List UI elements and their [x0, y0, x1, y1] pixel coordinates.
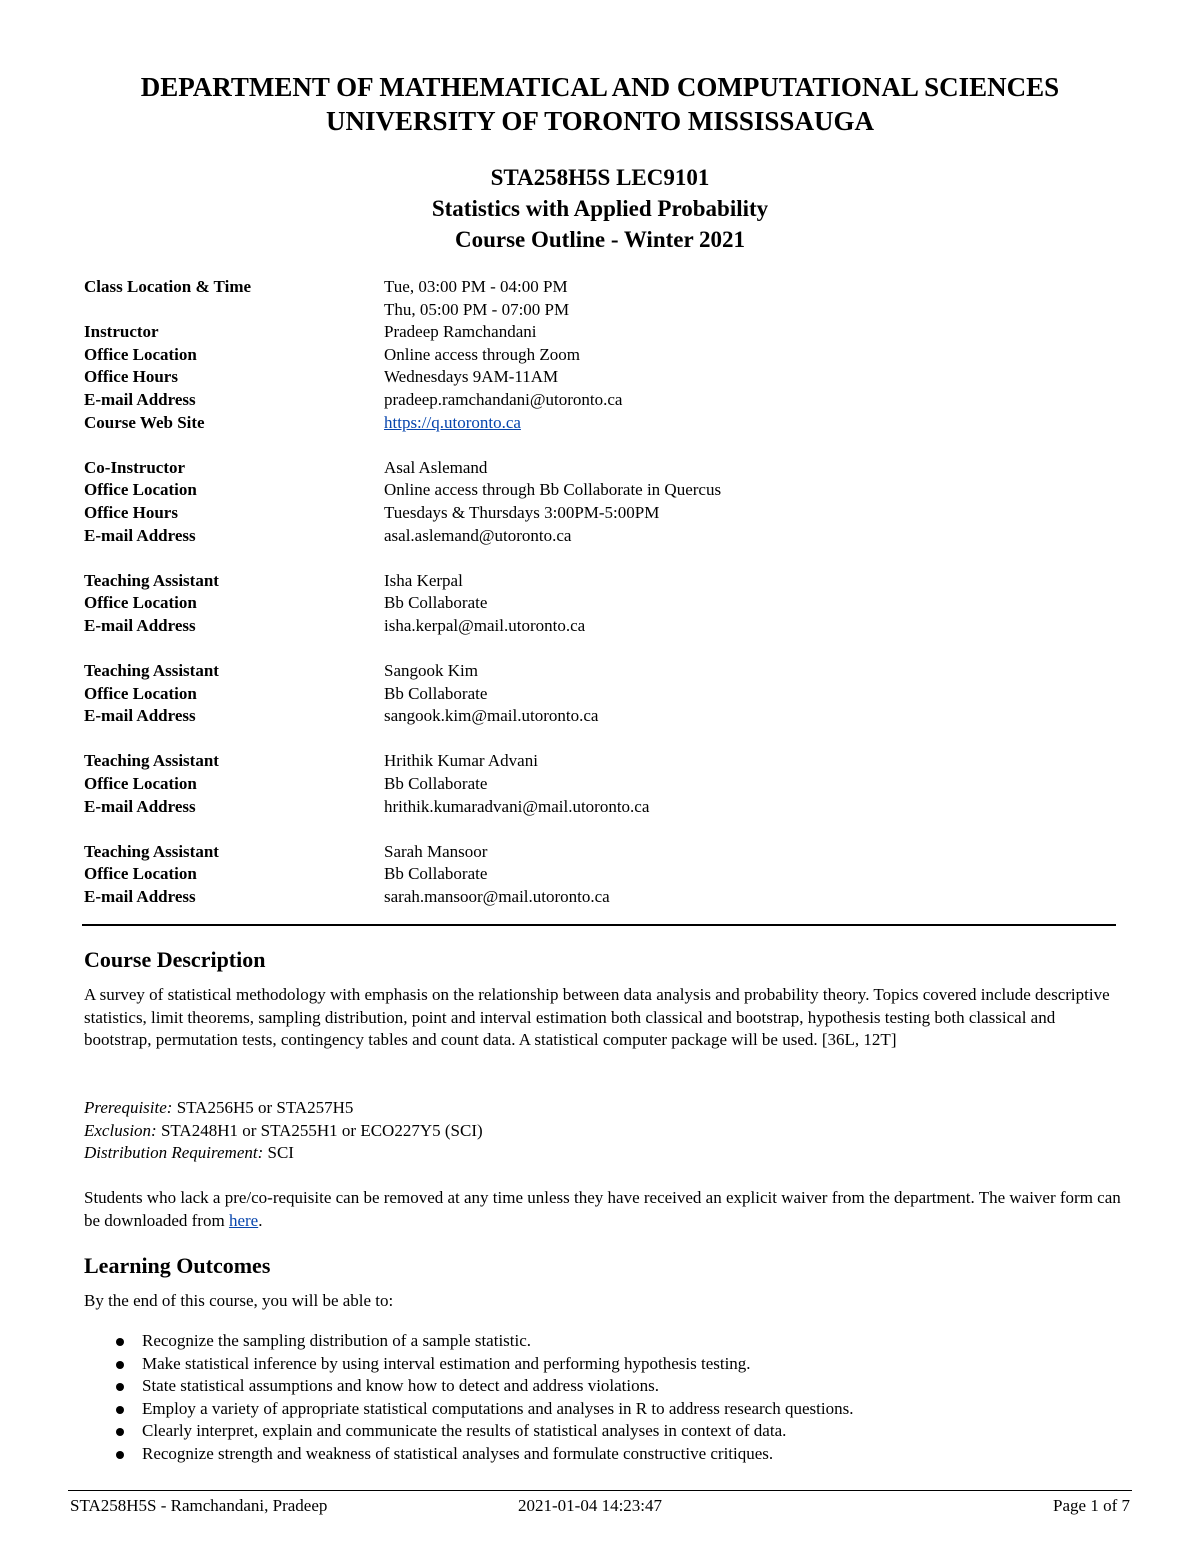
office-location-label: Office Location — [84, 593, 197, 613]
email-label: E-mail Address — [84, 706, 196, 726]
list-item: Recognize strength and weakness of statistical analyses and formulate constructive critiques. — [84, 1443, 1124, 1466]
email-label: E-mail Address — [84, 615, 196, 635]
instructor-office-hours: Wednesdays 9AM-11AM — [384, 367, 559, 387]
co-instructor-label: Co-Instructor — [84, 457, 186, 477]
ta-office-location: Bb Collaborate — [384, 864, 488, 884]
instructor-label: Instructor — [84, 322, 159, 342]
prerequisite-label: Prerequisite: — [84, 1098, 173, 1117]
university-name: UNIVERSITY OF TORONTO MISSISSAUGA — [326, 106, 874, 136]
email-label: E-mail Address — [84, 796, 196, 816]
list-item: Employ a variety of appropriate statistical computations and analyses in R to address research questions. — [84, 1398, 1124, 1421]
office-hours-label: Office Hours — [84, 367, 178, 387]
co-instructor-email: asal.aslemand@utoronto.ca — [384, 525, 572, 545]
info-row — [84, 389, 1124, 412]
waiver-form-link[interactable]: here — [228, 1210, 259, 1230]
info-row — [84, 366, 1124, 389]
course-title: Statistics with Applied Probability — [431, 196, 769, 221]
course-outline-term: Course Outline - Winter 2021 — [454, 227, 746, 252]
section-divider — [82, 924, 1116, 926]
info-row — [84, 863, 1124, 886]
info-row — [84, 457, 1124, 480]
class-location-label: Class Location & Time — [84, 277, 252, 296]
info-row — [84, 660, 1124, 683]
info-row — [84, 705, 1124, 728]
learning-outcomes-heading: Learning Outcomes — [84, 1253, 271, 1278]
class-time-2: Thu, 05:00 PM - 07:00 PM — [384, 299, 570, 319]
info-row — [84, 750, 1124, 773]
website-label: Course Web Site — [84, 412, 205, 432]
info-row — [84, 796, 1124, 819]
instructor-office-location: Online access through Zoom — [384, 344, 580, 364]
exclusion-value: STA248H1 or STA255H1 or ECO227Y5 (SCI) — [160, 1120, 483, 1140]
waiver-paragraph: Students who lack a pre/co-requisite can be removed at any time unless they have received an explicit waiver from the department. The waiver form can be downloaded from here. — [84, 1188, 1121, 1230]
course-website-link[interactable]: https://q.utoronto.ca — [384, 412, 521, 432]
ta-email: sangook.kim@mail.utoronto.ca — [384, 706, 599, 726]
instructor-name: Pradeep Ramchandani — [384, 322, 537, 342]
email-label: E-mail Address — [84, 525, 196, 545]
info-row — [84, 344, 1124, 367]
info-row — [84, 570, 1124, 593]
list-item: Clearly interpret, explain and communicate the results of statistical analyses in context of data. — [84, 1420, 1124, 1443]
email-label: E-mail Address — [84, 887, 196, 907]
learning-outcomes-intro: By the end of this course, you will be able to: — [84, 1291, 394, 1310]
department-name: DEPARTMENT OF MATHEMATICAL AND COMPUTATIONAL SCIENCES — [140, 72, 1060, 102]
info-row — [84, 615, 1124, 638]
course-code: STA258H5S LEC9101 — [490, 165, 710, 190]
office-location-label: Office Location — [84, 344, 197, 364]
class-time-1: Tue, 03:00 PM - 04:00 PM — [384, 277, 568, 296]
bullet-icon — [116, 1428, 124, 1436]
info-row — [84, 412, 1124, 435]
footer-divider — [68, 1490, 1132, 1491]
ta-name: Sangook Kim — [384, 661, 478, 681]
ta-office-location: Bb Collaborate — [384, 683, 488, 703]
list-item: State statistical assumptions and know how to detect and address violations. — [84, 1375, 1124, 1398]
bullet-icon — [116, 1406, 124, 1414]
instructor-email: pradeep.ramchandani@utoronto.ca — [384, 389, 623, 409]
office-hours-label: Office Hours — [84, 502, 178, 522]
ta-name: Hrithik Kumar Advani — [384, 751, 538, 771]
course-info-table — [84, 276, 1124, 909]
info-row — [84, 683, 1124, 706]
course-header — [0, 162, 1200, 255]
bullet-icon — [116, 1361, 124, 1369]
office-location-label: Office Location — [84, 480, 197, 500]
footer-timestamp: 2021-01-04 14:23:47 — [518, 1496, 663, 1515]
info-row — [84, 276, 1124, 299]
co-instructor-name: Asal Aslemand — [384, 457, 488, 477]
prerequisite-value: STA256H5 or STA257H5 — [176, 1098, 354, 1117]
office-location-label: Office Location — [84, 774, 197, 794]
footer-course-instructor: STA258H5S - Ramchandani, Pradeep — [70, 1496, 328, 1515]
course-description-heading: Course Description — [84, 947, 266, 972]
co-instructor-office-hours: Tuesdays & Thursdays 3:00PM-5:00PM — [384, 502, 660, 522]
ta-label: Teaching Assistant — [84, 570, 219, 590]
course-requirements — [84, 1097, 1124, 1165]
waiver-text: Students who lack a pre/co-requisite can be removed at any time unless they have received an explicit waiver from the department. The waiver form can be downloaded from — [84, 1188, 1121, 1230]
course-description-body: A survey of statistical methodology with emphasis on the relationship between data analysis and probability theory. Topics covered include descriptive statistics, limit theorems, sampling distribution, point and interval estimation both classical and bootstrap, hypothesis testing both classical and bootstrap, permutation tests, contingency tables and count data. A statistical computer package will be used. [36L, 12T] — [84, 985, 1110, 1050]
ta-office-location: Bb Collaborate — [384, 593, 488, 613]
info-row — [84, 592, 1124, 615]
bullet-icon — [116, 1451, 124, 1459]
ta-office-location: Bb Collaborate — [384, 774, 488, 794]
footer-page-number: Page 1 of 7 — [1053, 1496, 1130, 1515]
ta-name: Isha Kerpal — [384, 570, 463, 590]
ta-email: hrithik.kumaradvani@mail.utoronto.ca — [384, 796, 650, 816]
info-row — [84, 502, 1124, 525]
ta-label: Teaching Assistant — [84, 751, 219, 771]
office-location-label: Office Location — [84, 864, 197, 884]
office-location-label: Office Location — [84, 683, 197, 703]
info-row — [84, 886, 1124, 909]
co-instructor-office-location: Online access through Bb Collaborate in Quercus — [384, 480, 722, 500]
distribution-label: Distribution Requirement: — [84, 1143, 264, 1163]
info-row — [84, 479, 1124, 502]
ta-name: Sarah Mansoor — [384, 841, 488, 861]
ta-label: Teaching Assistant — [84, 841, 219, 861]
ta-email: sarah.mansoor@mail.utoronto.ca — [384, 887, 610, 907]
exclusion-label: Exclusion: — [84, 1120, 157, 1140]
list-item: Make statistical inference by using interval estimation and performing hypothesis testing. — [84, 1353, 1124, 1376]
info-row — [84, 321, 1124, 344]
department-header — [0, 70, 1200, 138]
learning-outcomes-list — [84, 1330, 1124, 1466]
info-row — [84, 299, 1124, 322]
bullet-icon — [116, 1338, 124, 1346]
ta-label: Teaching Assistant — [84, 661, 219, 681]
list-item: Recognize the sampling distribution of a sample statistic. — [84, 1330, 1124, 1353]
info-row — [84, 773, 1124, 796]
ta-email: isha.kerpal@mail.utoronto.ca — [384, 615, 586, 635]
info-row — [84, 525, 1124, 548]
distribution-value: SCI — [267, 1143, 294, 1163]
email-label: E-mail Address — [84, 389, 196, 409]
bullet-icon — [116, 1383, 124, 1391]
info-row — [84, 841, 1124, 864]
